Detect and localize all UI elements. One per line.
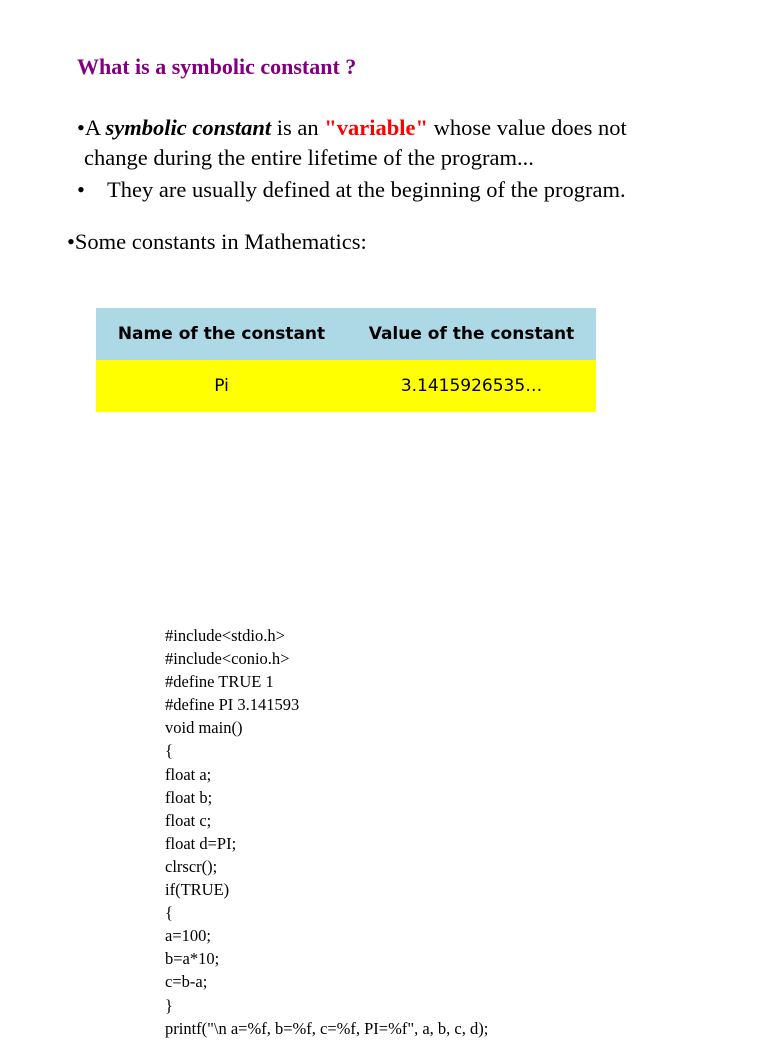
code-line: if(TRUE)	[165, 880, 230, 900]
code-listing	[165, 624, 488, 1040]
code-line: float a;	[165, 764, 212, 784]
code-line: }	[165, 995, 173, 1015]
code-line: float c;	[165, 810, 212, 830]
table-header-value: Value of the constant	[347, 308, 596, 360]
bullet-marker: •	[67, 229, 75, 254]
code-line: #define TRUE 1	[165, 672, 274, 692]
code-line: b=a*10;	[165, 949, 220, 969]
code-line: clrscr();	[165, 856, 218, 876]
table-header-row	[96, 308, 596, 360]
code-line: printf("\n a=%f, b=%f, c=%f, PI=%f", a, b, c, d);	[165, 1018, 489, 1038]
bullet3-text: Some constants in Mathematics:	[74, 229, 367, 254]
bullet-marker: •	[77, 177, 85, 202]
bullet1-keyword: "variable"	[324, 115, 429, 140]
bullet2-text: They are usually defined at the beginning of the program.	[107, 177, 626, 202]
code-line: c=b-a;	[165, 972, 208, 992]
table-row	[96, 360, 596, 412]
code-line: #define PI 3.141593	[165, 695, 300, 715]
code-line: float b;	[165, 787, 213, 807]
constants-table	[96, 308, 596, 412]
code-line: float d=PI;	[165, 833, 237, 853]
table-cell-value: 3.1415926535…	[347, 360, 596, 412]
table-cell-name: Pi	[96, 360, 347, 412]
bullet-symbolic-constant-definition	[77, 113, 737, 173]
code-line: #include<stdio.h>	[165, 626, 285, 645]
bullet1-prefix: A	[84, 115, 106, 140]
bullet1-term: symbolic constant	[105, 115, 272, 140]
table-header-name: Name of the constant	[96, 308, 347, 360]
bullet1-suffix: whose value does not	[428, 115, 627, 140]
bullet-marker: •	[77, 115, 85, 140]
bullet-math-constants	[67, 227, 367, 257]
bullet-defined-at-beginning	[77, 175, 626, 205]
code-line: {	[165, 903, 173, 923]
bullet1-line2: change during the entire lifetime of the program...	[84, 145, 534, 170]
slide-heading: What is a symbolic constant ?	[77, 54, 357, 79]
bullet1-middle: is an	[271, 115, 325, 140]
code-line: void main()	[165, 718, 243, 738]
code-line: {	[165, 741, 173, 761]
code-line: #include<conio.h>	[165, 649, 290, 669]
code-line: a=100;	[165, 926, 211, 946]
